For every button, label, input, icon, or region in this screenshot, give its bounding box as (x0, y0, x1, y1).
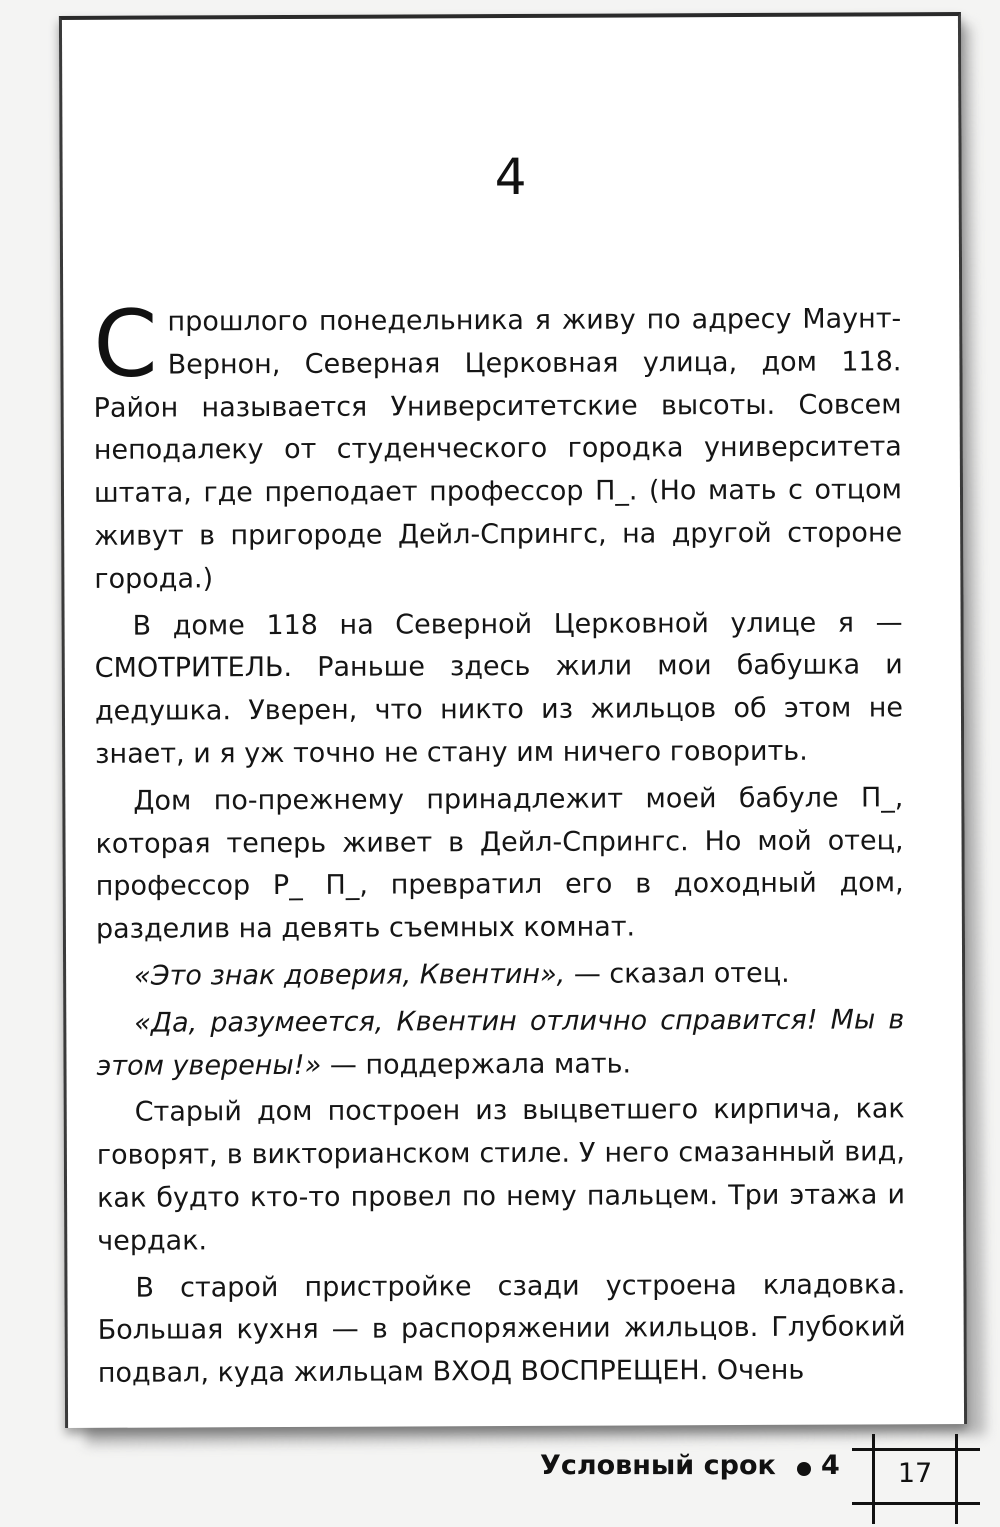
quote-text: «Это знак доверия, Квентин», (134, 958, 566, 992)
paragraph-1 (93, 290, 903, 601)
chapter-number: 4 (494, 147, 527, 207)
paragraph-text: — сказал отец. (565, 957, 790, 990)
paragraph-text: прошлого понедельника я живу по адресу Маунт-Вернон, Северная Церковная улица, дом 118. Район называется Университетские высоты. Совсем неподалеку от студенческого городка университета штата, где преподает профессор П_. (Но мать с отцом живут в пригороде Дейл-Спрингс, на другой стороне города.) (93, 303, 903, 595)
paragraph-7: В старой пристройке сзади устроена кладовка. Большая кухня — в распоряжении жильцов. Глубокий подвал, куда жильцам ВХОД ВОСПРЕЩЕН. Очень (97, 1268, 906, 1389)
bullet-icon (797, 1462, 811, 1476)
paragraph-5 (96, 999, 904, 1088)
page-number: 17 (897, 1458, 933, 1489)
book-page (59, 12, 967, 1428)
page-number-frame-line (852, 1502, 980, 1505)
page-number-frame-line (852, 1448, 980, 1451)
paragraph-6: Старый дом построен из выцветшего кирпича, как говорят, в викторианском стиле. У него смазанный вид, как будто кто-то провел по нему пальцем. Три этажа и чердак. (96, 1093, 906, 1257)
paragraph-text: — поддержала мать. (321, 1048, 632, 1081)
paragraph-2: В доме 118 на Северной Церковной улице я — СМОТРИТЕЛЬ. Раньше здесь жили мои бабушка и дедушка. Уверен, что никто из жильцов об этом не знает, и я уж точно не стану им ничего говорить. (94, 606, 904, 770)
paragraph-4 (96, 952, 904, 998)
footer-chapter-number: 4 (821, 1450, 840, 1481)
body-text (93, 290, 906, 1399)
paragraph-3: Дом по-прежнему принадлежит моей бабуле П_, которая теперь живет в Дейл-Спрингс. Но мой отец, профессор Р_ П_, превратил его в доходный дом, разделив на девять съемных комнат. (95, 782, 904, 945)
drop-cap: С (93, 290, 158, 398)
quote-text: «Да, разумеется, Квентин отлично справится! Мы в этом уверены!» (96, 1004, 905, 1082)
book-title: Условный срок (540, 1450, 776, 1481)
